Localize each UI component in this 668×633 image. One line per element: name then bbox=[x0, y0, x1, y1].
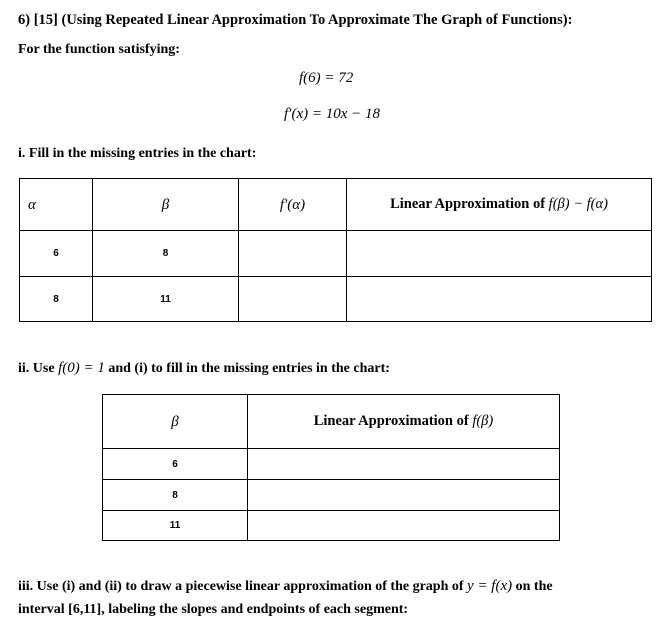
alpha-symbol: α bbox=[28, 196, 36, 213]
part2-header-row bbox=[103, 395, 560, 449]
part2-prompt bbox=[18, 360, 390, 377]
part3-line2: interval [6,11], labeling the slopes and endpoints of each segment: bbox=[18, 602, 409, 617]
part3-line1-b: on the bbox=[515, 579, 553, 594]
part2-prompt-a: ii. Use bbox=[18, 361, 55, 376]
part2-prompt-b: and (i) to fill in the missing entries in the chart: bbox=[108, 361, 390, 376]
part2-row3-beta: 11 bbox=[103, 511, 248, 541]
part2-row1-linear-cell[interactable] bbox=[248, 449, 560, 480]
part1-row1-alpha: 6 bbox=[20, 231, 93, 277]
part1-row2-linear-cell[interactable] bbox=[347, 277, 652, 322]
part1-row2-alpha: 8 bbox=[20, 277, 93, 322]
fprime-alpha-symbol: f′(α) bbox=[279, 196, 306, 213]
part2-linear-expr: f(β) bbox=[472, 413, 494, 429]
table-row bbox=[20, 231, 652, 277]
problem-intro: For the function satisfying: bbox=[18, 42, 180, 57]
part2-linear-label: Linear Approximation of bbox=[313, 413, 469, 429]
part1-row1-linear-cell[interactable] bbox=[347, 231, 652, 277]
part2-table bbox=[102, 394, 560, 541]
part1-row2-beta: 11 bbox=[93, 277, 239, 322]
part1-linear-label: Linear Approximation of bbox=[390, 196, 546, 212]
part3-line1 bbox=[18, 578, 553, 595]
table-row bbox=[103, 511, 560, 541]
table-row bbox=[103, 480, 560, 511]
part3-line1-expr: y = f(x) bbox=[467, 578, 513, 594]
part1-header-beta bbox=[93, 179, 239, 231]
part2-row2-beta: 8 bbox=[103, 480, 248, 511]
equation-f6-text: f(6) = 72 bbox=[299, 70, 354, 86]
part2-row2-linear-cell[interactable] bbox=[248, 480, 560, 511]
equation-fprime bbox=[284, 106, 380, 123]
part1-row2-fprime-cell[interactable] bbox=[239, 277, 347, 322]
part1-header-linear bbox=[347, 179, 652, 231]
part1-row1-fprime-cell[interactable] bbox=[239, 231, 347, 277]
part1-linear-expr: f(β) − f(α) bbox=[548, 196, 608, 212]
problem-title: 6) [15] (Using Repeated Linear Approximation To Approximate The Graph of Functions): bbox=[18, 12, 573, 28]
part1-row1-beta: 8 bbox=[93, 231, 239, 277]
part1-header-alpha bbox=[20, 179, 93, 231]
part1-header-row bbox=[20, 179, 652, 231]
table-row bbox=[20, 277, 652, 322]
equation-fprime-text: f′(x) = 10x − 18 bbox=[284, 106, 380, 122]
beta-symbol: β bbox=[161, 196, 170, 213]
part3-line1-a: iii. Use (i) and (ii) to draw a piecewise linear approximation of the graph of bbox=[18, 579, 464, 594]
part1-header-fprime bbox=[239, 179, 347, 231]
part2-row1-beta: 6 bbox=[103, 449, 248, 480]
table-row bbox=[103, 449, 560, 480]
part2-header-linear bbox=[248, 395, 560, 449]
beta-symbol: β bbox=[171, 413, 179, 430]
equation-f6 bbox=[299, 70, 353, 87]
part2-row3-linear-cell[interactable] bbox=[248, 511, 560, 541]
part2-prompt-expr: f(0) = 1 bbox=[58, 360, 105, 376]
part2-header-beta bbox=[103, 395, 248, 449]
part1-prompt: i. Fill in the missing entries in the chart: bbox=[18, 146, 257, 161]
part1-table bbox=[19, 178, 652, 322]
